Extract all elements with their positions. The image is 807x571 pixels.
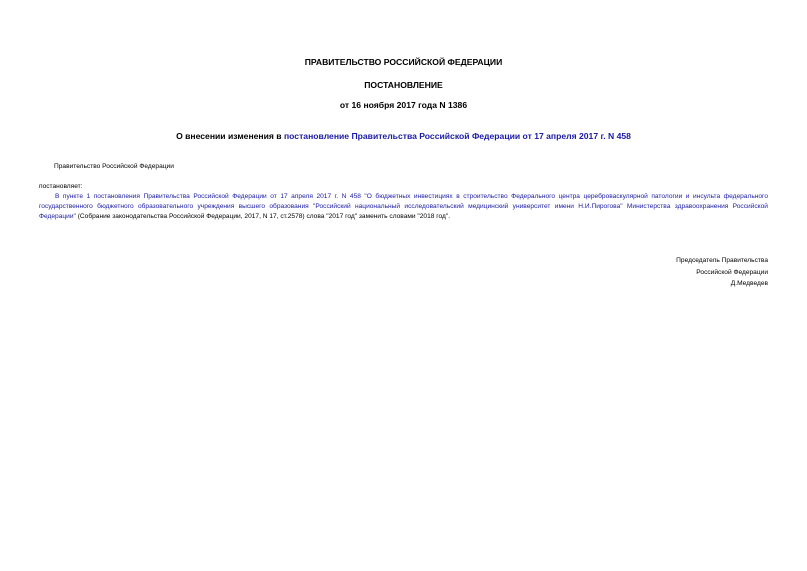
date-number-heading: от 16 ноября 2017 года N 1386 — [339, 100, 468, 110]
paragraph-1-tail: (Собрание законодательства Российской Федерации, 2017, N 17, ст.2578) слова "2017 год" заменить словами "2018 год". — [75, 213, 451, 221]
document-title — [0, 131, 807, 141]
paragraph-1 — [39, 192, 768, 223]
paragraph-1-link[interactable]: В пункте 1 постановления Правительства Российской Федерации от 17 апреля 2017 г. N 458 "О бюджетных инвестициях в строительство Федерального центра цереброваскулярной патологии и инсульта федерального государственного бюджетного образовательного учреждения высшего образования "Российский национальный исследовательский медицинский университет имени Н.И.Пирогова" Министерства здравоохранения Российской Федерации" — [39, 193, 768, 221]
signature-line-1: Председатель Правительства — [676, 257, 768, 264]
decrees-line: постановляет: — [39, 183, 83, 190]
signature-line-2: Российской Федерации — [696, 268, 768, 276]
signature-block — [676, 255, 768, 290]
title-link[interactable]: постановление Правительства Российской Федерации от 17 апреля 2017 г. N 458 — [283, 131, 631, 141]
government-line: Правительство Российской Федерации — [54, 163, 174, 170]
government-heading: ПРАВИТЕЛЬСТВО РОССИЙСКОЙ ФЕДЕРАЦИИ — [304, 57, 503, 67]
title-prefix: О внесении изменения в — [176, 131, 284, 141]
document-type-heading: ПОСТАНОВЛЕНИЕ — [364, 80, 443, 90]
signature-line-3: Д.Медведев — [730, 280, 768, 287]
